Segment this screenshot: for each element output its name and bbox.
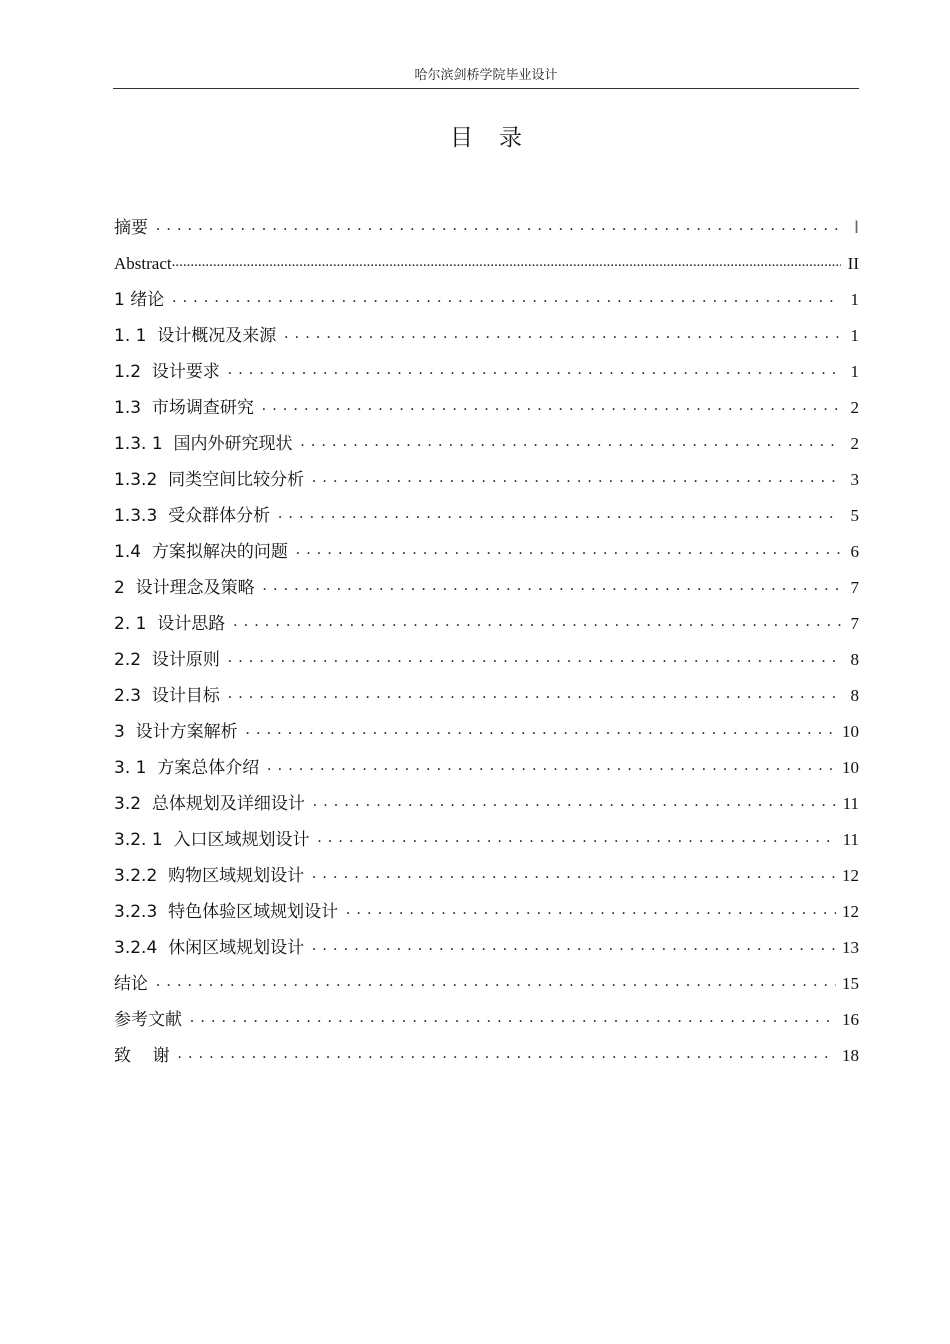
toc-dot-leader bbox=[156, 217, 841, 239]
toc-entry-page: 12 bbox=[842, 866, 859, 885]
page-title bbox=[0, 123, 950, 153]
toc-entry-page: 7 bbox=[850, 614, 859, 633]
header-text: 哈尔滨剑桥学院毕业设计 bbox=[414, 68, 558, 83]
toc-entry-page: 8 bbox=[850, 650, 859, 669]
toc-entry-label: 1.4 方案拟解决的问题 bbox=[114, 542, 288, 562]
toc-dot-leader bbox=[178, 1045, 836, 1067]
toc-dot-leader bbox=[312, 865, 836, 887]
toc-dot-leader bbox=[312, 937, 836, 959]
toc-entry-3[interactable] bbox=[114, 714, 859, 750]
table-of-contents bbox=[114, 210, 859, 1074]
toc-entry-2-1[interactable] bbox=[114, 606, 859, 642]
toc-dot-leader bbox=[228, 361, 841, 383]
toc-entry-references[interactable] bbox=[114, 1002, 859, 1038]
toc-entry-label: 2.3 设计目标 bbox=[114, 686, 220, 706]
toc-entry-2[interactable] bbox=[114, 570, 859, 606]
toc-entry-page: 12 bbox=[842, 902, 859, 921]
toc-entry-2-3[interactable] bbox=[114, 678, 859, 714]
toc-entry-label: 3.2.3 特色体验区域规划设计 bbox=[114, 902, 339, 922]
toc-entry-page: 11 bbox=[842, 830, 859, 849]
toc-dot-leader bbox=[312, 469, 841, 491]
toc-entry-3-2-4[interactable] bbox=[114, 930, 859, 966]
toc-entry-page: 8 bbox=[850, 686, 859, 705]
title-right-char: 录 bbox=[499, 125, 522, 151]
toc-dot-leader bbox=[190, 1009, 836, 1031]
toc-entry-label: 3.2. 1 入口区域规划设计 bbox=[114, 830, 310, 850]
toc-entry-label: 1. 1 设计概况及来源 bbox=[114, 326, 277, 346]
toc-entry-3-2[interactable] bbox=[114, 786, 859, 822]
toc-entry-page: 6 bbox=[850, 542, 859, 561]
toc-entry-page: 10 bbox=[842, 758, 859, 777]
toc-entry-page: 16 bbox=[842, 1010, 859, 1029]
title-left-char: 目 bbox=[450, 125, 473, 151]
toc-entry-label: 2.2 设计原则 bbox=[114, 650, 220, 670]
toc-entry-3-2-3[interactable] bbox=[114, 894, 859, 930]
toc-entry-page: 2 bbox=[850, 434, 859, 453]
toc-dot-leader bbox=[317, 829, 836, 851]
toc-dot-leader bbox=[284, 325, 841, 347]
toc-dot-leader bbox=[262, 397, 841, 419]
toc-entry-3-2-1[interactable] bbox=[114, 822, 859, 858]
toc-entry-1-1[interactable] bbox=[114, 318, 859, 354]
toc-entry-label: 1.3.3 受众群体分析 bbox=[114, 506, 271, 526]
toc-entry-label: 致 谢 bbox=[114, 1046, 170, 1066]
toc-entry-abstract-cn[interactable] bbox=[114, 210, 859, 246]
toc-entry-label: 3. 1 方案总体介绍 bbox=[114, 758, 260, 778]
toc-dot-leader bbox=[278, 505, 841, 527]
toc-entry-label: 1.3. 1 国内外研究现状 bbox=[114, 434, 293, 454]
toc-entry-conclusion[interactable] bbox=[114, 966, 859, 1002]
toc-entry-label: 摘要 bbox=[114, 218, 148, 238]
toc-entry-label: 1 绪论 bbox=[114, 290, 165, 310]
toc-entry-label: 3 设计方案解析 bbox=[114, 722, 238, 742]
toc-entry-1-3-2[interactable] bbox=[114, 462, 859, 498]
toc-dot-leader bbox=[296, 541, 841, 563]
toc-dot-leader bbox=[300, 433, 841, 455]
toc-entry-page: II bbox=[847, 254, 859, 273]
toc-entry-page: 1 bbox=[850, 362, 859, 381]
toc-entry-3-1[interactable] bbox=[114, 750, 859, 786]
toc-entry-label: 3.2 总体规划及详细设计 bbox=[114, 794, 305, 814]
toc-entry-page: 10 bbox=[842, 722, 859, 741]
toc-entry-label: 2 设计理念及策略 bbox=[114, 578, 255, 598]
toc-dot-leader bbox=[228, 649, 841, 671]
toc-dot-leader bbox=[313, 793, 837, 815]
toc-entry-1-3-3[interactable] bbox=[114, 498, 859, 534]
toc-entry-label: 1.3 市场调查研究 bbox=[114, 398, 254, 418]
toc-entry-page: 18 bbox=[842, 1046, 859, 1065]
toc-entry-label: 2. 1 设计思路 bbox=[114, 614, 226, 634]
toc-entry-label: Abstract bbox=[114, 254, 172, 273]
toc-entry-page: 1 bbox=[850, 326, 859, 345]
toc-entry-page: 3 bbox=[850, 470, 859, 489]
toc-entry-1-4[interactable] bbox=[114, 534, 859, 570]
toc-entry-page: 1 bbox=[850, 290, 859, 309]
toc-entry-label: 3.2.4 休闲区域规划设计 bbox=[114, 938, 305, 958]
toc-entry-page: 2 bbox=[850, 398, 859, 417]
toc-entry-label: 1.3.2 同类空间比较分析 bbox=[114, 470, 305, 490]
toc-entry-label: 结论 bbox=[114, 974, 148, 994]
toc-entry-label: 1.2 设计要求 bbox=[114, 362, 220, 382]
toc-entry-3-2-2[interactable] bbox=[114, 858, 859, 894]
toc-entry-label: 参考文献 bbox=[114, 1010, 182, 1030]
toc-dot-leader bbox=[346, 901, 836, 923]
toc-entry-acknowledgements[interactable] bbox=[114, 1038, 859, 1074]
toc-entry-1[interactable] bbox=[114, 282, 859, 318]
toc-dot-leader bbox=[156, 973, 836, 995]
toc-entry-1-2[interactable] bbox=[114, 354, 859, 390]
toc-dot-leader bbox=[228, 685, 841, 707]
toc-dot-leader bbox=[172, 289, 841, 311]
toc-entry-label: 3.2.2 购物区域规划设计 bbox=[114, 866, 305, 886]
toc-entry-page: 7 bbox=[850, 578, 859, 597]
toc-entry-page: 11 bbox=[842, 794, 859, 813]
toc-entry-abstract-en[interactable] bbox=[114, 246, 859, 282]
toc-dot-leader bbox=[233, 613, 841, 635]
toc-entry-1-3-1[interactable] bbox=[114, 426, 859, 462]
toc-dot-leader bbox=[267, 757, 836, 779]
page-header bbox=[113, 67, 859, 89]
toc-entry-page: 13 bbox=[842, 938, 859, 957]
toc-entry-page: 5 bbox=[850, 506, 859, 525]
toc-entry-page: 15 bbox=[842, 974, 859, 993]
toc-dot-leader bbox=[172, 253, 841, 275]
toc-entry-1-3[interactable] bbox=[114, 390, 859, 426]
toc-dot-leader bbox=[246, 721, 836, 743]
toc-entry-page: Ⅰ bbox=[853, 218, 859, 237]
toc-dot-leader bbox=[263, 577, 841, 599]
toc-entry-2-2[interactable] bbox=[114, 642, 859, 678]
